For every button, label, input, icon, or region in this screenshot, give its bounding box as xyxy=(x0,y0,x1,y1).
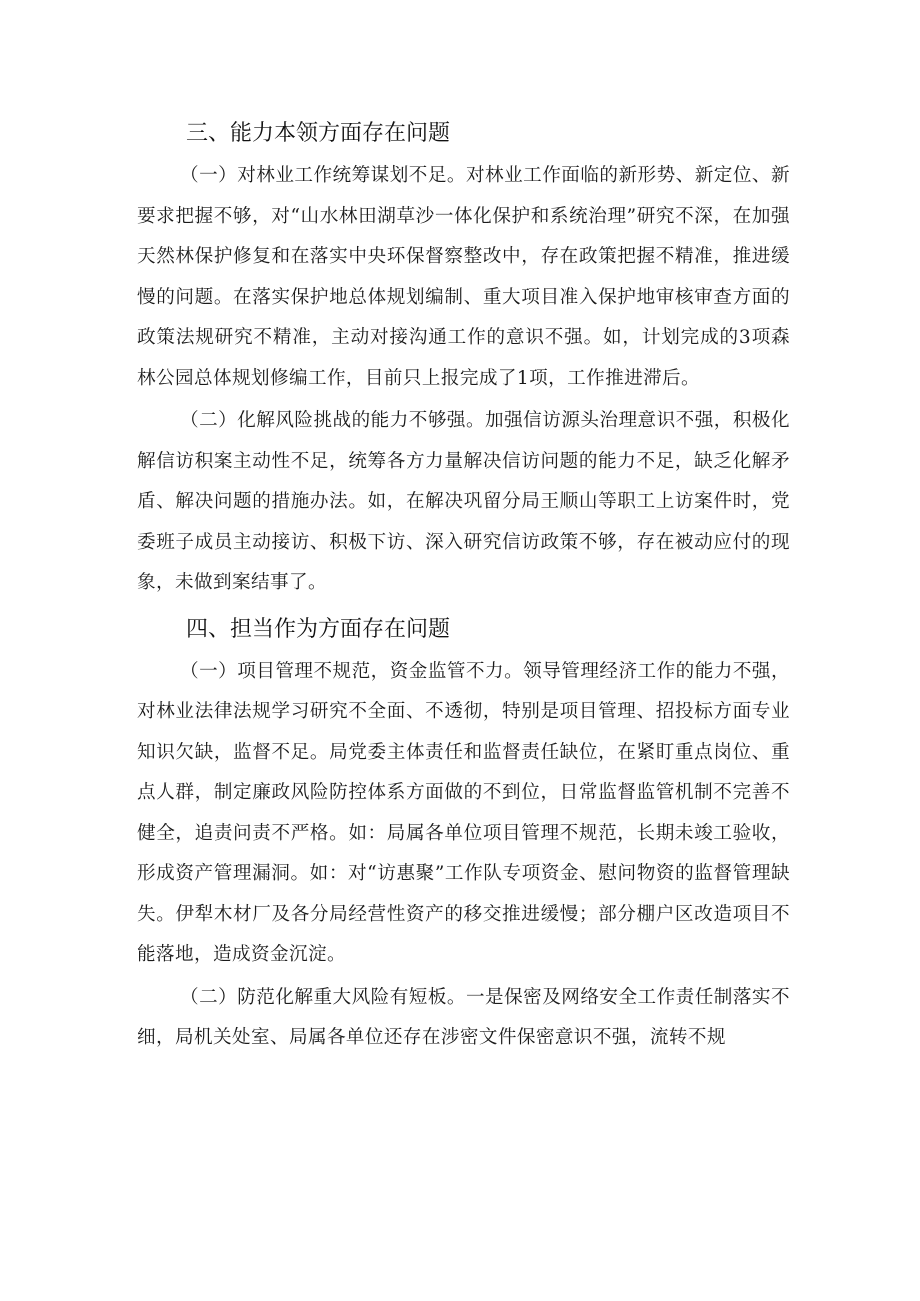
section-heading-3: 三、能力本领方面存在问题 xyxy=(186,121,451,146)
paragraph-3-1: （一）对林业工作统筹谋划不足。对林业工作面临的新形势、新定位、新要求把握不够，对“山水林田湖草沙一体化保护和系统治理”研究不深，在加强天然林保护修复和在落实中央环保督察整改中，存在政策把握不精准，推进缓慢的问题。在落实保护地总体规划编制、重大项目准入保护地审核审查方面的政策法规研究不精准，主动对接沟通工作的意识不强。如，计划完成的3项森林公园总体规划修编工作，目前只上报完成了1项，工作推进滞后。 xyxy=(137,165,790,389)
paragraph-4-1: （一）项目管理不规范，资金监管不力。领导管理经济工作的能力不强，对林业法律法规学习研究不全面、不透彻，特别是项目管理、招投标方面专业知识欠缺，监督不足。局党委主体责任和监督责任缺位，在紧盯重点岗位、重点人群，制定廉政风险防控体系方面做的不到位，日常监督监管机制不完善不健全，追责问责不严格。如：局属各单位项目管理不规范，长期未竣工验收，形成资产管理漏洞。如：对“访惠聚”工作队专项资金、慰问物资的监督管理缺失。伊犁木材厂及各分局经营性资产的移交推进缓慢；部分棚户区改造项目不能落地，造成资金沉淀。 xyxy=(137,660,790,965)
paragraph-4-2: （二）防范化解重大风险有短板。一是保密及网络安全工作责任制落实不细，局机关处室、局属各单位还存在涉密文件保密意识不强，流转不规 xyxy=(137,986,790,1048)
section-heading-4: 四、担当作为方面存在问题 xyxy=(186,616,451,642)
paragraph-3-2: （二）化解风险挑战的能力不够强。加强信访源头治理意识不强，积极化解信访积案主动性不足，统筹各方力量解决信访问题的能力不足，缺乏化解矛盾、解决问题的措施办法。如，在解决巩留分局王顺山等职工上访案件时，党委班子成员主动接访、积极下访、深入研究信访政策不够，存在被动应付的现象，未做到案结事了。 xyxy=(137,410,790,593)
document-body xyxy=(137,112,790,1061)
